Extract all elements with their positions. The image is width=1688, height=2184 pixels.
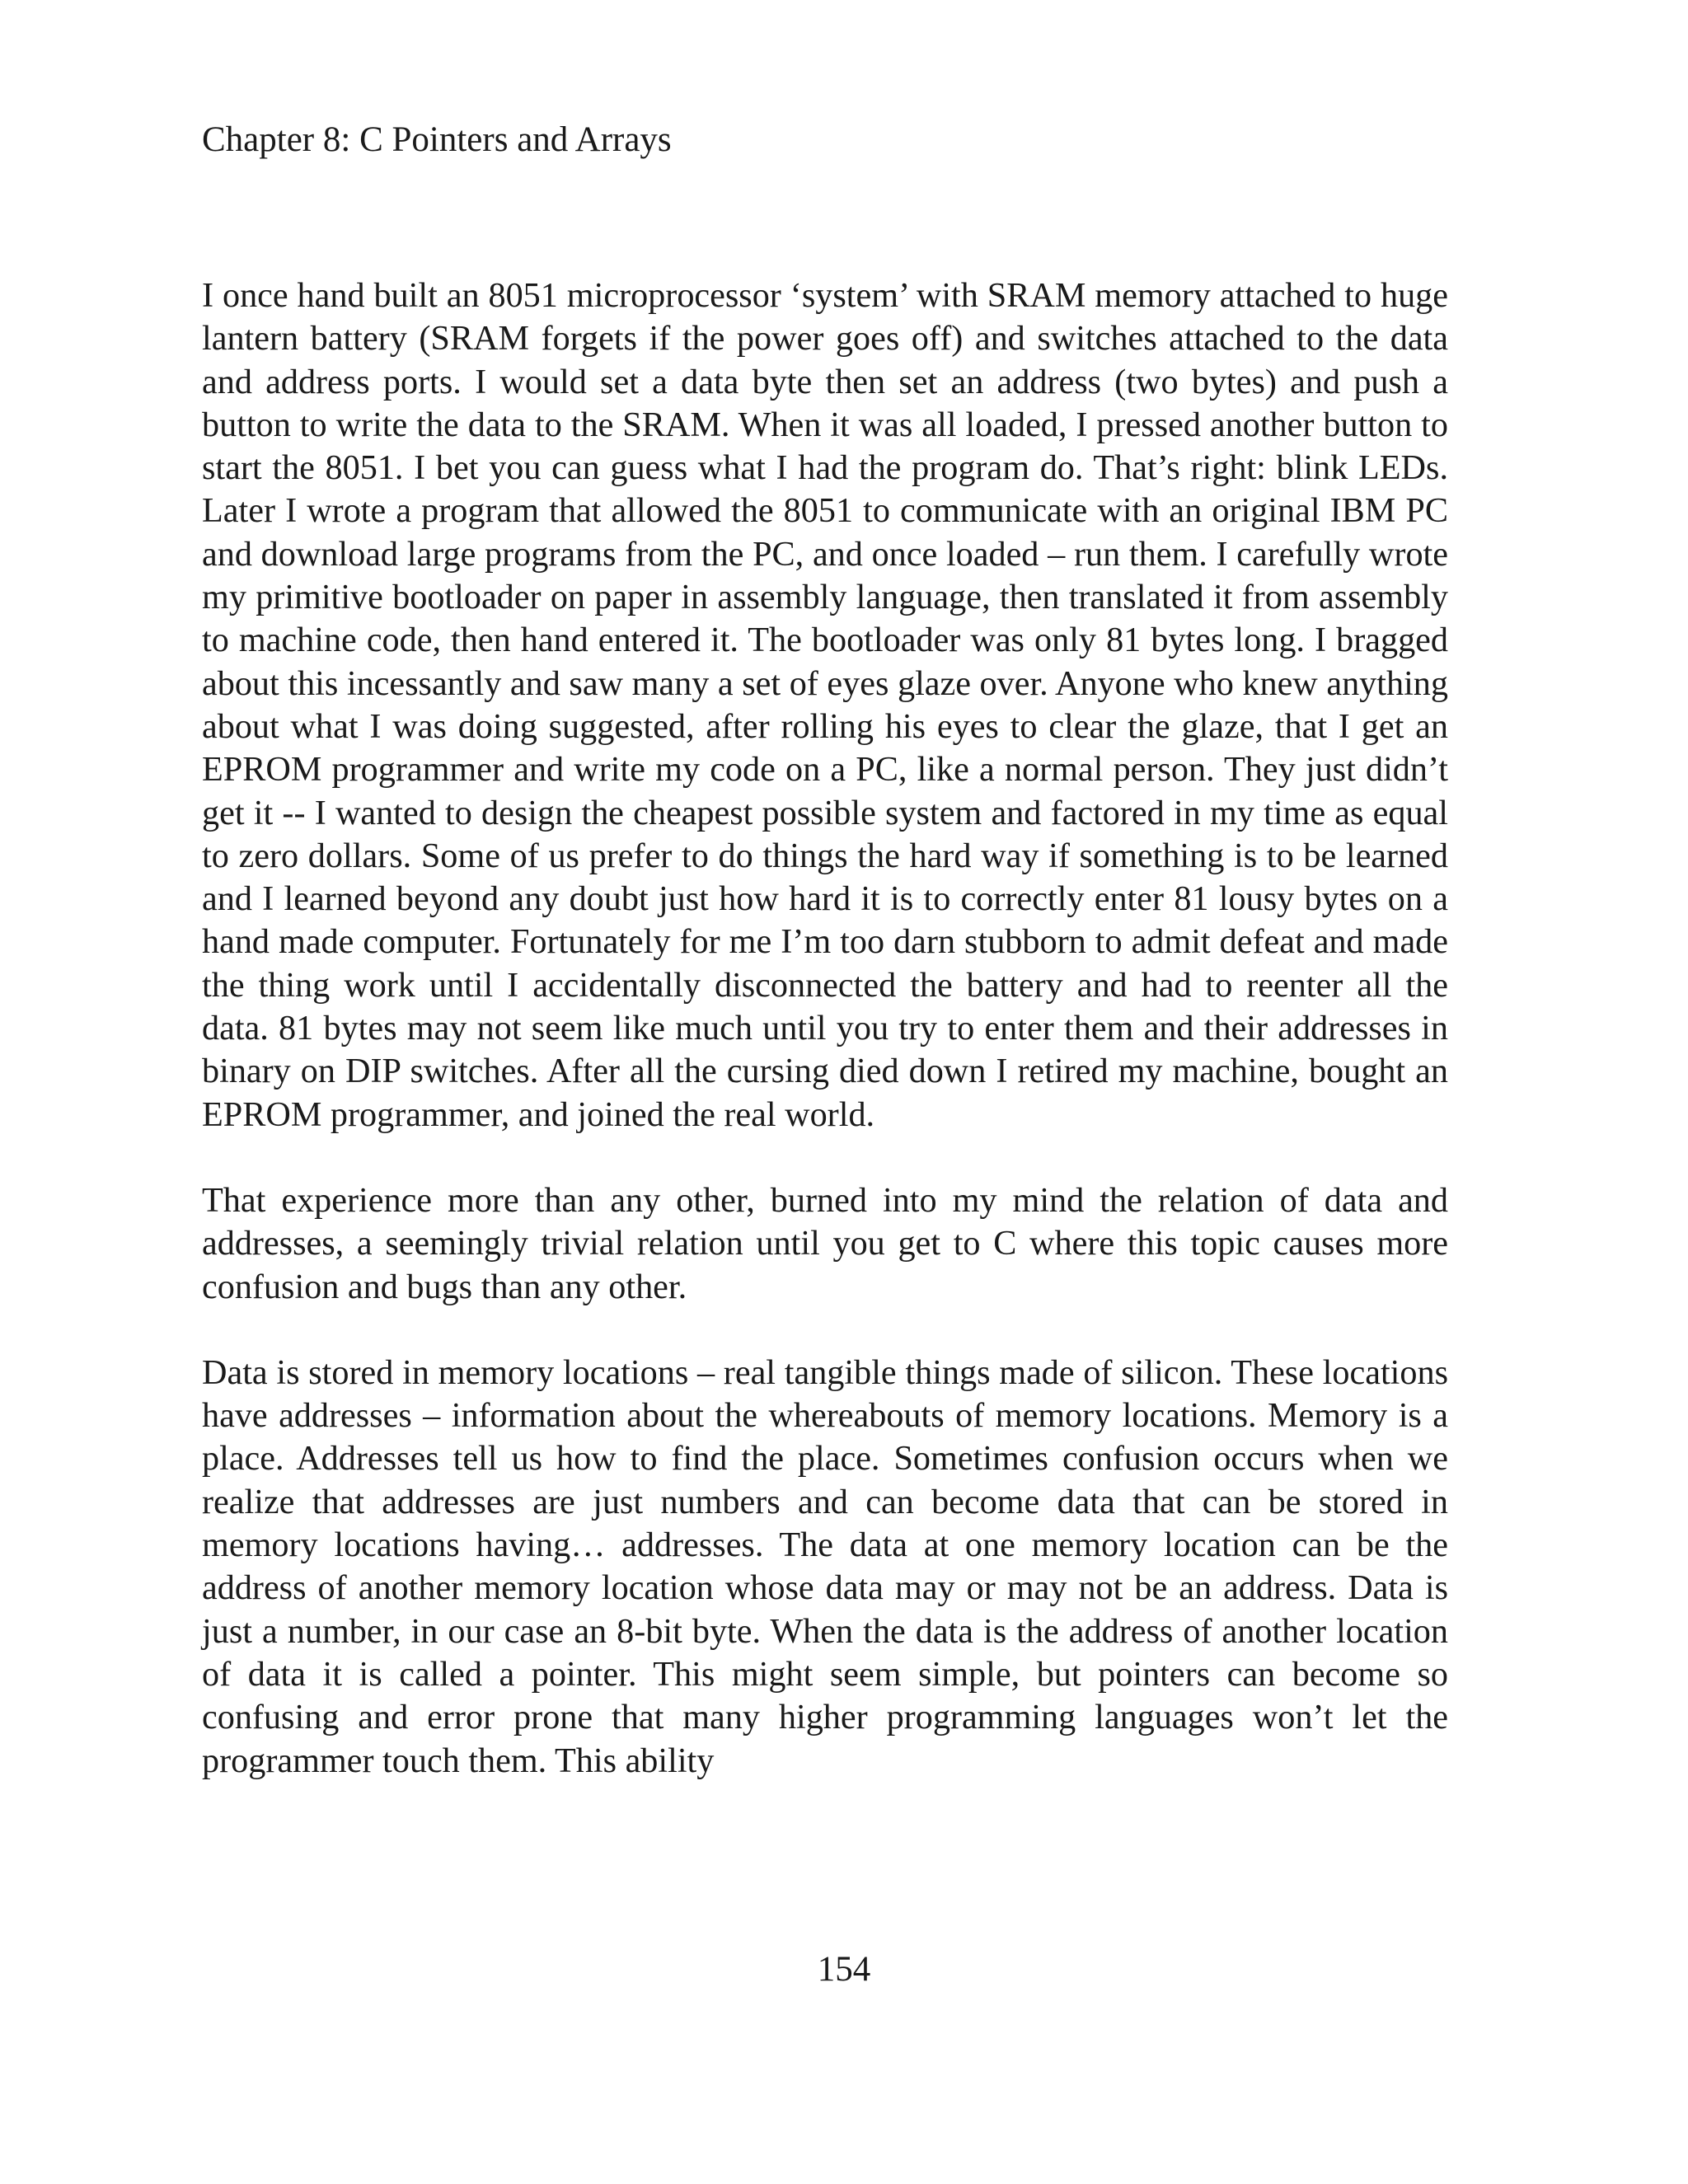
paragraph-memory-pointers: Data is stored in memory locations – real tangible things made of silicon. These locations have addresses – information about the whereabouts of memory locations. Memory is a place. Addresses tell us how to find the place. Sometimes confusion occurs when we realize that addresses are just numbers and can become data that can be stored in memory locations having… addresses. The data at one memory location can be the address of another memory location whose data may or may not be an address. Data is just a number, in our case an 8-bit byte. When the data is the address of another location of data it is called a pointer. This might seem simple, but pointers can become so confusing and error prone that many higher programming languages won’t let the programmer touch them. This ability xyxy=(202,1352,1448,1780)
page-number: 154 xyxy=(817,1950,871,1989)
chapter-header: Chapter 8: C Pointers and Arrays xyxy=(202,120,672,159)
body-text xyxy=(202,274,1448,1783)
paragraph-8051-story: I once hand built an 8051 microprocessor ‘system’ with SRAM memory attached to huge lantern battery (SRAM forgets if the power goes off) and switches attached to the data and address ports. I would set a data byte then set an address (two bytes) and push a button to write the data to the SRAM. When it was all loaded, I pressed another button to start the 8051. I bet you can guess what I had the program do. That’s right: blink LEDs. Later I wrote a program that allowed the 8051 to communicate with an original IBM PC and download large programs from the PC, and once loaded – run them. I carefully wrote my primitive bootloader on paper in assembly language, then translated it from assembly to machine code, then hand entered it. The bootloader was only 81 bytes long. I bragged about this incessantly and saw many a set of eyes glaze over. Anyone who knew anything about what I was doing suggested, after rolling his eyes to clear the glaze, that I get an EPROM programmer and write my code on a PC, like a normal person. They just didn’t get it -- I wanted to design the cheapest possible system and factored in my time as equal to zero dollars. Some of us prefer to do things the hard way if something is to be learned and I learned beyond any doubt just how hard it is to correctly enter 81 lousy bytes on a hand made computer. Fortunately for me I’m too darn stubborn to admit defeat and made the thing work until I accidentally disconnected the battery and had to reenter all the data. 81 bytes may not seem like much until you try to enter them and their addresses in binary on DIP switches. After all the cursing died down I retired my machine, bought an EPROM programmer, and joined the real world. xyxy=(202,276,1448,1134)
paragraph-data-addresses: That experience more than any other, burned into my mind the relation of data and addresses, a seemingly trivial relation until you get to C where this topic causes more confusion and bugs than any other. xyxy=(202,1180,1448,1306)
